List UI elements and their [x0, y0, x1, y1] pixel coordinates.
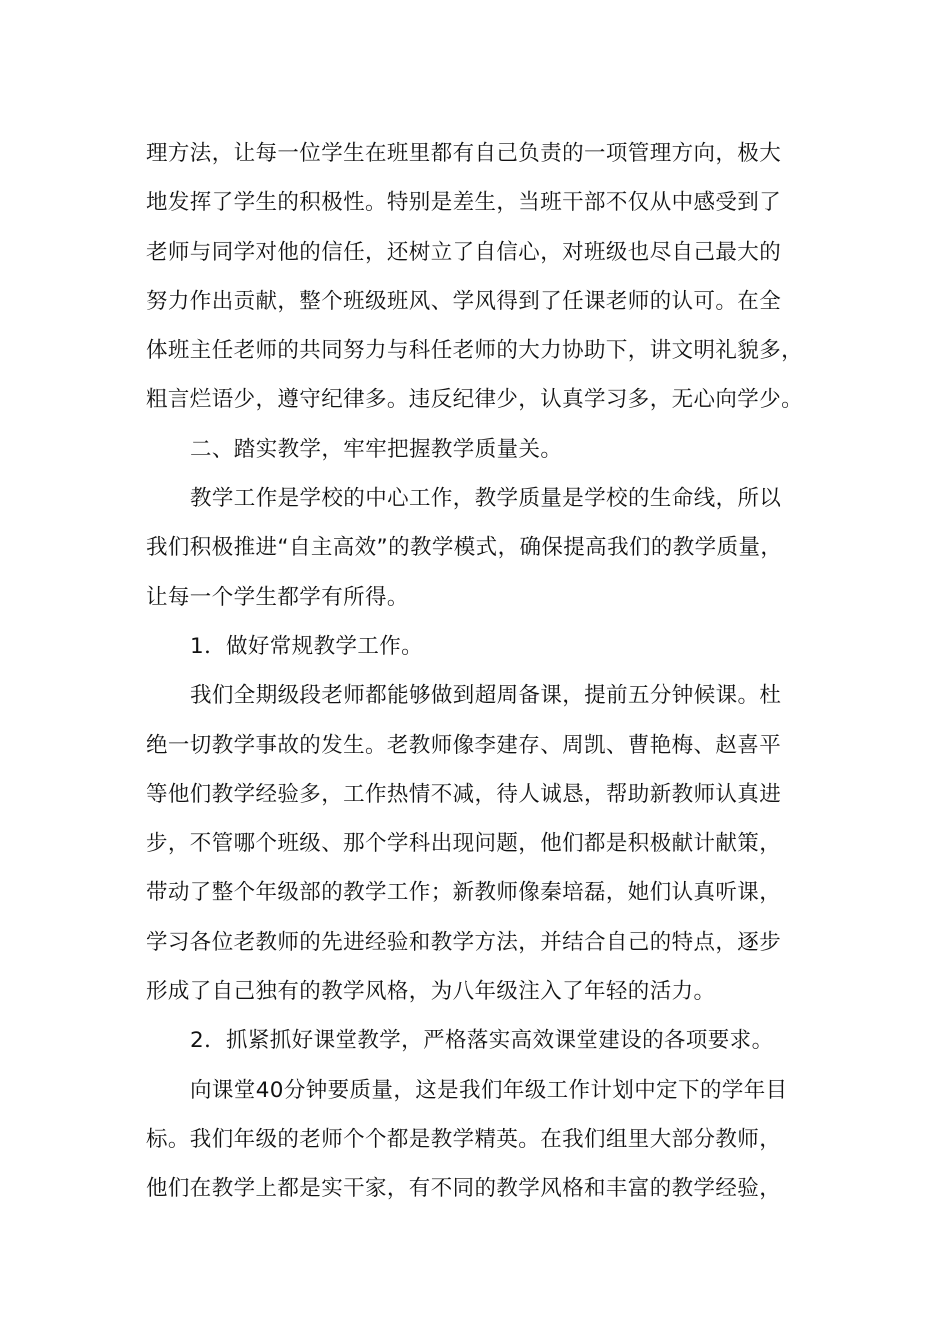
- text-line: 形成了自己独有的教学风格，为八年级注入了年轻的活力。: [146, 979, 716, 1005]
- text-line: 努力作出贡献，整个班级班风、学风得到了任课老师的认可。在全: [146, 288, 782, 314]
- text-line: 他们在教学上都是实干家，有不同的教学风格和丰富的教学经验，: [146, 1176, 782, 1202]
- text-line: 2．抓紧抓好课堂教学，严格落实高效课堂建设的各项要求。: [190, 1028, 774, 1054]
- text-line: 学习各位老教师的先进经验和教学方法，并结合自己的特点，逐步: [146, 929, 782, 955]
- text-line: 粗言烂语少，遵守纪律多。违反纪律少，认真学习多，无心向学少。: [146, 387, 804, 413]
- text-line: 地发挥了学生的积极性。特别是差生，当班干部不仅从中感受到了: [146, 190, 782, 216]
- text-line: 等他们教学经验多，工作热情不减，待人诚恳，帮助新教师认真进: [146, 781, 782, 807]
- text-line: 老师与同学对他的信任，还树立了自信心，对班级也尽自己最大的: [146, 239, 782, 265]
- text-line: 我们积极推进“自主高效”的教学模式，确保提高我们的教学质量，: [146, 535, 783, 561]
- document-body: [146, 129, 826, 1214]
- text-line: 标。我们年级的老师个个都是教学精英。在我们组里大部分教师，: [146, 1126, 782, 1152]
- text-line: 1．做好常规教学工作。: [190, 633, 424, 659]
- text-line: 理方法，让每一位学生在班里都有自己负责的一项管理方向，极大: [146, 141, 782, 166]
- text-line: 体班主任老师的共同努力与科任老师的大力协助下，讲文明礼貌多，: [146, 338, 804, 364]
- text-line: 向课堂40分钟要质量，这是我们年级工作计划中定下的学年目: [190, 1077, 788, 1103]
- text-line: 带动了整个年级部的教学工作；新教师像秦培磊，她们认真听课，: [146, 880, 782, 906]
- text-line: 教学工作是学校的中心工作，教学质量是学校的生命线，所以: [190, 486, 782, 512]
- text-line: 让每一个学生都学有所得。: [146, 584, 409, 610]
- text-line: 步，不管哪个班级、那个学科出现问题，他们都是积极献计献策，: [146, 831, 782, 857]
- text-line: 二、踏实教学，牢牢把握教学质量关。: [190, 436, 563, 462]
- text-line: 我们全期级段老师都能够做到超周备课，提前五分钟候课。杜: [190, 683, 782, 709]
- text-line: 绝一切教学事故的发生。老教师像李建存、周凯、曹艳梅、赵喜平: [146, 732, 782, 758]
